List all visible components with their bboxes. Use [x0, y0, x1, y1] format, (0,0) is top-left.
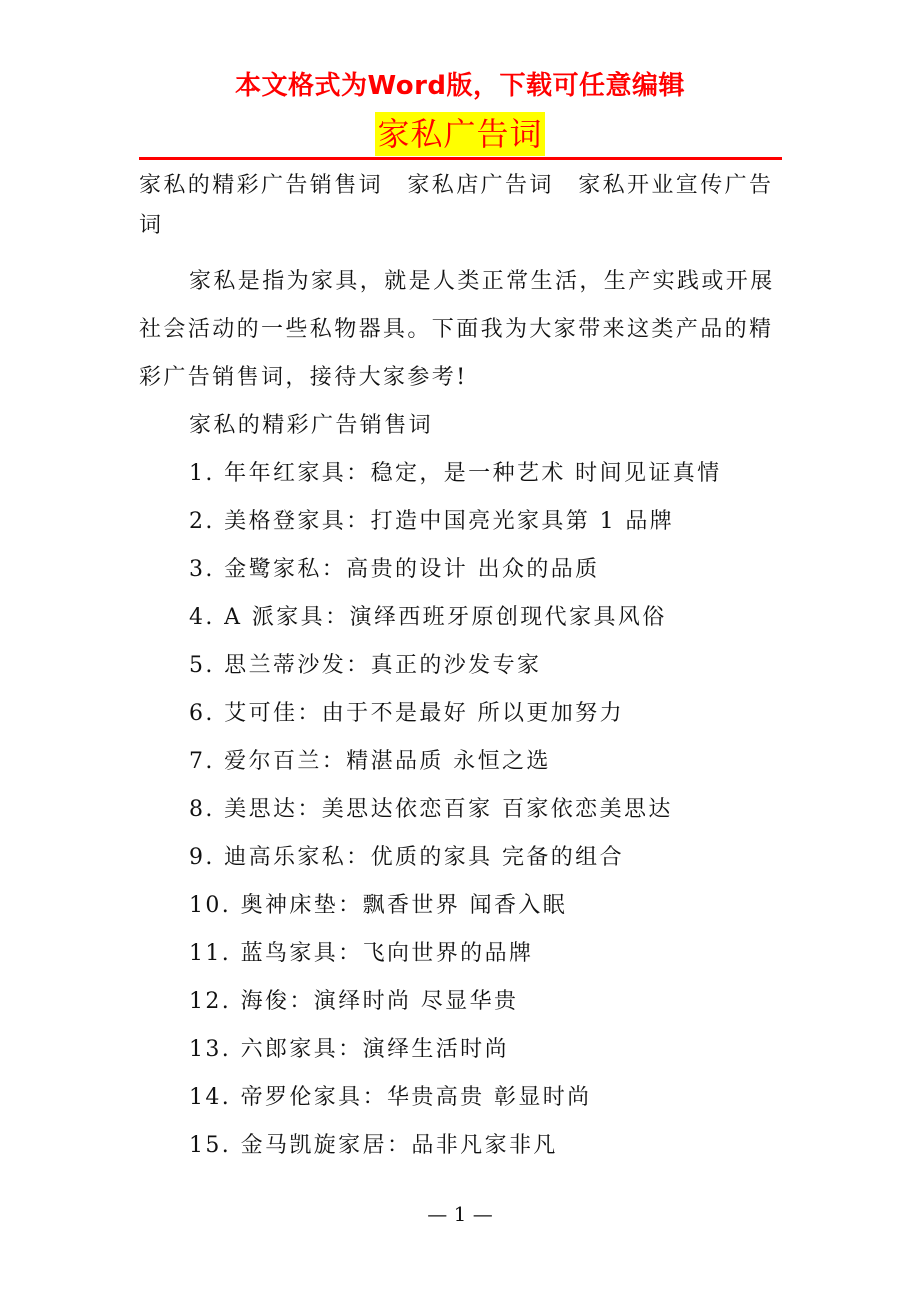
list-item: 6. 艾可佳：由于不是最好 所以更加努力 [189, 701, 624, 726]
list-item: 5. 思兰蒂沙发：真正的沙发专家 [189, 653, 542, 678]
title-container [0, 112, 920, 156]
list-item: 11. 蓝鸟家具：飞向世界的品牌 [189, 941, 534, 966]
related-titles: 家私的精彩广告销售词 家私店广告词 家私开业宣传广告词 [139, 173, 774, 238]
document-title: 家私广告词 [375, 112, 544, 156]
title-divider [139, 157, 782, 160]
intro-paragraph: 家私是指为家具，就是人类正常生活，生产实践或开展社会活动的一些私物器具。下面我为大家带来这类产品的精彩广告销售词，接待大家参考! [139, 269, 775, 390]
document-body [139, 166, 782, 1170]
list-item: 8. 美思达：美思达依恋百家 百家依恋美思达 [189, 797, 673, 822]
list-item: 12. 海俊：演绎时尚 尽显华贵 [189, 989, 519, 1014]
list-item: 14. 帝罗伦家具：华贵高贵 彰显时尚 [189, 1085, 592, 1110]
list-item: 1. 年年红家具：稳定，是一种艺术 时间见证真情 [189, 461, 722, 486]
list-item: 7. 爱尔百兰：精湛品质 永恒之选 [189, 749, 551, 774]
section-heading: 家私的精彩广告销售词 [189, 413, 434, 438]
list-item: 9. 迪高乐家私：优质的家具 完备的组合 [189, 845, 624, 870]
list-item: 2. 美格登家具：打造中国亮光家具第 1 品牌 [189, 509, 675, 534]
list-item: 13. 六郎家具：演绎生活时尚 [189, 1037, 509, 1062]
list-item: 4. A 派家具：演绎西班牙原创现代家具风俗 [189, 605, 667, 630]
slogan-list [139, 450, 782, 1170]
list-item: 3. 金鹭家私：高贵的设计 出众的品质 [189, 557, 600, 582]
page-number: — 1 — [427, 1202, 493, 1226]
list-item: 10. 奥神床垫：飘香世界 闻香入眠 [189, 893, 568, 918]
format-notice-banner: 本文格式为Word版，下载可任意编辑 [234, 71, 686, 101]
list-item: 15. 金马凯旋家居：品非凡家非凡 [189, 1133, 558, 1158]
